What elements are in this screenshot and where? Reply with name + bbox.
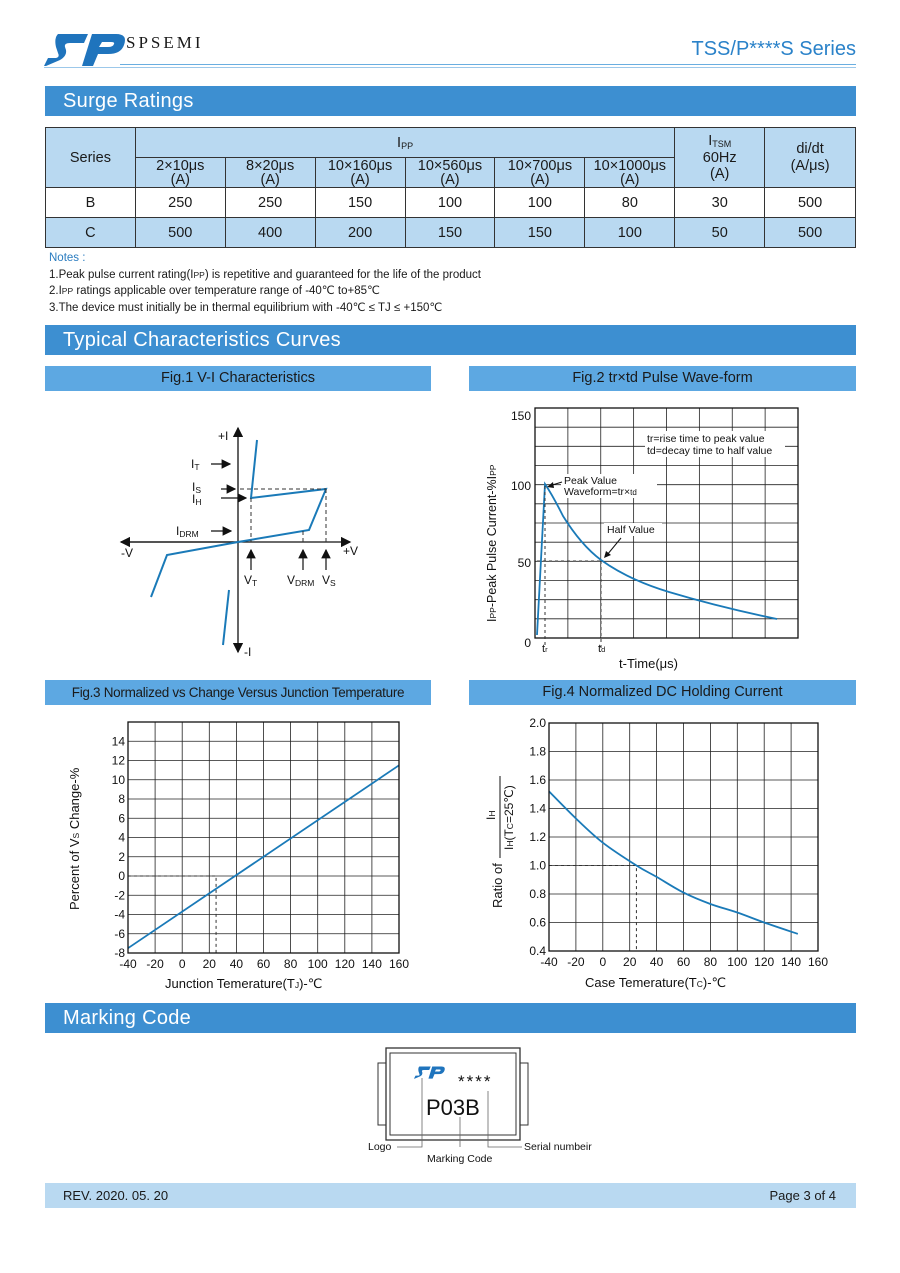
y-tick-label: 0 (118, 869, 125, 883)
y-tick-label: 12 (111, 753, 125, 768)
fig4-chart (469, 710, 856, 1000)
notes-title: Notes : (49, 252, 86, 264)
label-plus-i: +I (218, 429, 229, 443)
header-series: Series (46, 128, 136, 188)
series-title: TSS/P****S Series (691, 38, 856, 60)
footer-page: Page 3 of 4 (769, 1188, 836, 1203)
label-is: IS (192, 480, 202, 495)
x-tick-label: 160 (388, 957, 410, 971)
fig4-ylabel-num: IH (484, 810, 498, 820)
y-tick-label: -2 (114, 888, 125, 903)
fig3-xticks (119, 957, 409, 971)
table-cell: 50 (675, 218, 765, 248)
x-tick-label: -40 (540, 955, 558, 969)
table-row (46, 218, 856, 248)
fig2-ytick: 0 (524, 636, 531, 650)
table-cell: C (46, 218, 136, 248)
footer-revision: REV. 2020. 05. 20 (63, 1188, 169, 1203)
label-minus-v: -V (121, 546, 133, 560)
table-cell: 250 (135, 188, 225, 218)
fig2-half-value: Half Value (607, 524, 655, 536)
fig2-legend-tr: tr=rise time to peak value (647, 433, 765, 445)
table-cell: 100 (585, 218, 675, 248)
label-ih: IH (192, 492, 202, 507)
note-2: 2.IPP ratings applicable over temperature range of -40℃ to+85℃ (49, 285, 380, 297)
surge-table (45, 127, 856, 248)
fig2-tr-label: tr (542, 643, 548, 655)
fig3-title: Fig.3 Normalized vs Change Versus Junction Temperature (45, 680, 431, 705)
header-ipp-col: 8×20μs (A) (225, 158, 315, 188)
package-inner (390, 1053, 516, 1135)
x-tick-label: 140 (361, 957, 382, 971)
section-characteristics: Typical Characteristics Curves (45, 325, 856, 355)
fig1-title: Fig.1 V-I Characteristics (45, 366, 431, 391)
fig2-peak-waveform: Waveform=tr×td (564, 486, 637, 498)
fig2-ylabel: IPP-Peak Pulse Current-%IPP (485, 464, 499, 622)
note-1: 1.Peak pulse current rating(IPP) is repetitive and guaranteed for the life of the product (49, 268, 481, 281)
fig1-vi-diagram (45, 400, 431, 670)
fig4-ylabel-den: IH(TC=25℃) (502, 785, 516, 850)
fig4-plot (549, 791, 798, 951)
table-cell: 500 (765, 218, 856, 248)
fig2-curve (537, 484, 777, 635)
vi-curve-negative-upper (223, 590, 229, 645)
x-tick-label: -20 (146, 957, 164, 971)
header-ipp-col: 2×10μs (A) (135, 158, 225, 188)
y-tick-label: 10 (111, 772, 125, 787)
fig2-peak-value: Peak Value (564, 475, 617, 487)
company-name: SPSEMI (126, 33, 204, 52)
header-ipp-col: 10×160μs (A) (315, 158, 405, 188)
x-tick-label: 40 (649, 955, 664, 969)
fig3-ylabel: Percent of VS Change-% (67, 767, 82, 910)
x-tick-label: 80 (283, 957, 298, 971)
y-tick-label: -4 (114, 907, 125, 922)
marking-code-value: P03B (426, 1095, 480, 1120)
fig2-ytick: 50 (517, 556, 531, 570)
note-3: 3.The device must initially be in thermal equilibrium with -40℃ ≤ TJ ≤ +150℃ (49, 301, 443, 314)
fig4-yticks (529, 716, 546, 958)
y-tick-label: 0.6 (529, 915, 546, 930)
marking-diagram (360, 1045, 620, 1170)
x-tick-label: 120 (334, 957, 355, 971)
fig2-title: Fig.2 tr×td Pulse Wave-form (469, 366, 856, 391)
y-tick-label: 8 (118, 792, 125, 806)
x-tick-label: 80 (703, 955, 718, 969)
header-ipp-col: 10×700μs (A) (495, 158, 585, 188)
x-tick-label: 140 (781, 955, 802, 969)
reference-dash (549, 866, 636, 952)
x-tick-label: 20 (202, 957, 216, 971)
fig2-waveform-chart (469, 400, 856, 675)
label-vs: VS (322, 573, 336, 588)
y-tick-label: 6 (118, 811, 125, 826)
marking-code-label: Marking Code (427, 1153, 493, 1165)
table-cell: 150 (315, 188, 405, 218)
fig2-ytick: 100 (510, 479, 531, 493)
label-it: IT (191, 457, 200, 472)
fig2-xlabel: t-Time(μs) (619, 656, 678, 671)
fig3-chart (45, 710, 431, 1000)
fig3-xlabel: Junction Temerature(TJ)-℃ (165, 976, 323, 991)
fig4-title: Fig.4 Normalized DC Holding Current (469, 680, 856, 705)
fig4-grid (549, 723, 818, 951)
y-tick-label: -6 (114, 926, 125, 941)
x-tick-label: 60 (256, 957, 271, 971)
table-cell: 80 (585, 188, 675, 218)
header-ipp-col: 10×1000μs (A) (585, 158, 675, 188)
fig2-td-label: td (598, 643, 606, 655)
table-cell: 400 (225, 218, 315, 248)
header-didt: di/dt (A/μs) (765, 128, 856, 188)
table-cell: 250 (225, 188, 315, 218)
table-cell: 100 (405, 188, 495, 218)
y-tick-label: 1.6 (529, 773, 546, 787)
y-tick-label: 0.8 (529, 887, 546, 901)
fig2-ytick: 150 (510, 409, 531, 423)
fig4-ylabel-ratio: Ratio of (490, 863, 505, 908)
serial-label: Serial numbeir (524, 1141, 592, 1153)
fig4-xticks (540, 955, 828, 969)
y-tick-label: 1.0 (529, 858, 546, 873)
section-surge-ratings: Surge Ratings (45, 86, 856, 116)
table-row (46, 188, 856, 218)
y-tick-label: 4 (118, 830, 125, 845)
header-ipp: IPP (135, 128, 674, 158)
fig3-yticks (112, 734, 126, 960)
y-tick-label: 1.4 (529, 801, 546, 816)
y-tick-label: 1.2 (529, 830, 546, 844)
fig2-legend-td: td=decay time to half value (647, 445, 773, 457)
header-itsm: ITSM 60Hz (A) (675, 128, 765, 188)
table-cell: 100 (495, 188, 585, 218)
x-tick-label: -40 (119, 957, 137, 971)
table-cell: 150 (405, 218, 495, 248)
label-vdrm: VDRM (287, 573, 315, 588)
x-tick-label: 0 (178, 957, 186, 971)
x-tick-label: 160 (807, 955, 829, 969)
label-minus-i: -I (244, 645, 252, 659)
table-cell: 200 (315, 218, 405, 248)
fig4-xlabel: Case Temerature(TC)-℃ (585, 975, 727, 990)
footer (45, 1183, 856, 1208)
x-tick-label: 100 (307, 957, 328, 971)
series-line (549, 791, 798, 934)
header-rule (120, 64, 856, 65)
y-tick-label: -8 (114, 946, 125, 960)
table-cell: 150 (495, 218, 585, 248)
table-cell: 500 (765, 188, 856, 218)
y-tick-label: 0.4 (529, 944, 546, 958)
logo-label: Logo (368, 1141, 392, 1153)
label-vt: VT (244, 573, 258, 588)
x-tick-label: 0 (599, 955, 607, 969)
table-cell: B (46, 188, 136, 218)
y-tick-label: 14 (111, 734, 125, 749)
header-ipp-col: 10×560μs (A) (405, 158, 495, 188)
x-tick-label: 120 (754, 955, 775, 969)
vi-curve-negative (151, 542, 238, 597)
x-tick-label: 40 (229, 957, 244, 971)
table-cell: 500 (135, 218, 225, 248)
y-tick-label: 2.0 (529, 716, 546, 730)
y-tick-label: 2 (118, 849, 125, 864)
x-tick-label: 20 (623, 955, 637, 969)
x-tick-label: 100 (727, 955, 748, 969)
x-tick-label: 60 (676, 955, 691, 969)
marking-stars: **** (458, 1072, 493, 1091)
x-tick-label: -20 (567, 955, 585, 969)
header-rule-2 (44, 67, 856, 68)
notes (49, 250, 481, 316)
y-tick-label: 1.8 (529, 744, 546, 759)
fig3-grid (128, 722, 399, 953)
table-cell: 30 (675, 188, 765, 218)
half-arrow-line (607, 538, 621, 555)
label-plus-v: +V (343, 544, 359, 558)
section-marking-code: Marking Code (45, 1003, 856, 1033)
label-idrm: IDRM (176, 524, 199, 539)
